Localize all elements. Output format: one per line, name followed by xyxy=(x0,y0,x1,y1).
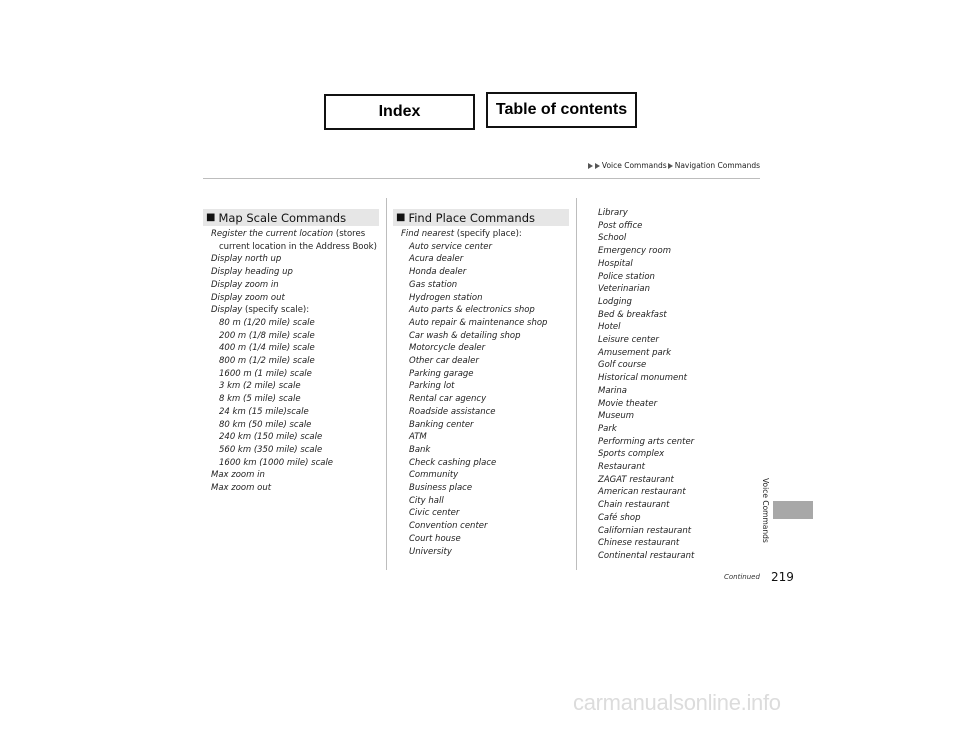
list-item: Parking lot xyxy=(409,381,455,392)
list-item: Auto service center xyxy=(409,241,492,252)
list-item: Car wash & detailing shop xyxy=(409,330,521,341)
list-item: Hotel xyxy=(598,322,621,333)
list-item: current location in the Address Book) xyxy=(219,241,377,252)
list-item: Leisure center xyxy=(598,335,659,346)
list-item: 8 km (5 mile) scale xyxy=(219,394,301,405)
list-item: American restaurant xyxy=(598,487,686,498)
list-item: Business place xyxy=(409,483,473,494)
list-item: Banking center xyxy=(409,419,474,430)
header-divider xyxy=(203,178,760,179)
find-place-list xyxy=(401,228,547,558)
list-item: Sports complex xyxy=(598,449,665,460)
list-item: Library xyxy=(598,208,628,218)
list-item: Roadside assistance xyxy=(409,406,496,417)
list-item: Parking garage xyxy=(409,368,474,379)
list-item: 200 m (1/8 mile) scale xyxy=(219,330,315,341)
list-item: Display zoom in xyxy=(211,279,279,290)
breadcrumb-arrow-icon xyxy=(668,163,673,169)
list-item: 80 m (1/20 mile) scale xyxy=(219,317,315,328)
list-item: Max zoom out xyxy=(211,483,272,494)
find-place-heading-text: Find Place Commands xyxy=(408,210,535,225)
more-places-list xyxy=(598,207,694,563)
list-item: ATM xyxy=(409,432,427,443)
list-item: 3 km (2 mile) scale xyxy=(219,381,301,392)
list-item: Amusement park xyxy=(598,347,672,358)
list-item: 1600 m (1 mile) scale xyxy=(219,368,312,379)
list-item: University xyxy=(409,546,452,557)
list-item: 1600 km (1000 mile) scale xyxy=(219,457,334,468)
page-number: 219 xyxy=(771,570,794,584)
list-item: Bed & breakfast xyxy=(598,309,667,320)
list-item: Display zoom out xyxy=(211,292,285,303)
list-item: Acura dealer xyxy=(409,254,464,265)
list-item: Honda dealer xyxy=(409,267,467,278)
list-item: Display north up xyxy=(211,254,282,265)
list-item: 800 m (1/2 mile) scale xyxy=(219,356,315,367)
list-item: 240 km (150 mile) scale xyxy=(219,432,323,443)
breadcrumb-arrow-icon xyxy=(595,163,600,169)
map-scale-heading xyxy=(203,209,379,226)
breadcrumb-subsection: Navigation Commands xyxy=(674,161,760,170)
square-bullet-icon: ■ xyxy=(206,212,216,223)
list-item: Post office xyxy=(598,220,643,231)
list-item: Chinese restaurant xyxy=(598,538,680,549)
list-item: Other car dealer xyxy=(409,356,479,367)
breadcrumb xyxy=(588,161,760,170)
list-item: Display (specify scale): xyxy=(211,305,310,316)
list-item: Convention center xyxy=(409,521,488,532)
breadcrumb-arrow-icon xyxy=(588,163,593,169)
column-divider xyxy=(576,198,577,570)
list-item: Police station xyxy=(598,271,655,282)
list-item: 80 km (50 mile) scale xyxy=(219,419,312,430)
list-item: Max zoom in xyxy=(211,470,265,481)
map-scale-list xyxy=(211,228,377,495)
list-item: 400 m (1/4 mile) scale xyxy=(219,343,315,354)
list-item: Veterinarian xyxy=(598,284,651,295)
list-item: 24 km (15 mile)scale xyxy=(219,406,309,417)
list-item: ZAGAT restaurant xyxy=(598,474,674,485)
list-item: Continental restaurant xyxy=(598,550,695,561)
list-item: Register the current location (stores xyxy=(211,229,366,239)
side-tab-marker[interactable] xyxy=(773,501,813,519)
list-item: Hydrogen station xyxy=(409,292,483,303)
list-item: Community xyxy=(409,470,459,481)
list-item: Auto parts & electronics shop xyxy=(409,305,535,316)
list-item: Hospital xyxy=(598,258,633,269)
list-item: Motorcycle dealer xyxy=(409,343,486,354)
list-item: Performing arts center xyxy=(598,436,695,447)
square-bullet-icon: ■ xyxy=(396,212,406,223)
list-item: Civic center xyxy=(409,508,460,519)
side-tab-label: Voice Commands xyxy=(761,478,770,543)
breadcrumb-section[interactable]: Voice Commands xyxy=(601,161,667,170)
find-place-heading xyxy=(393,209,569,226)
list-item: Gas station xyxy=(409,279,458,290)
list-item: Auto repair & maintenance shop xyxy=(409,317,548,328)
list-item: Café shop xyxy=(598,512,641,523)
list-item: Museum xyxy=(598,411,635,422)
list-item: Check cashing place xyxy=(409,457,497,468)
list-item: Rental car agency xyxy=(409,394,487,405)
list-item: Display heading up xyxy=(211,267,293,278)
list-item: Court house xyxy=(409,533,461,544)
list-item: Chain restaurant xyxy=(598,500,670,511)
list-item: Marina xyxy=(598,385,627,396)
map-scale-heading-text: Map Scale Commands xyxy=(218,210,347,225)
list-item: Park xyxy=(598,423,617,434)
column-divider xyxy=(386,198,387,570)
list-item: 560 km (350 mile) scale xyxy=(219,444,323,455)
list-item: Emergency room xyxy=(598,246,671,257)
continued-label: Continued xyxy=(724,573,760,581)
list-item: Bank xyxy=(409,444,431,455)
list-item: City hall xyxy=(409,495,444,506)
list-item: Lodging xyxy=(598,296,632,307)
watermark-logo: carmanualsonline.info xyxy=(573,690,781,715)
list-item: Golf course xyxy=(598,360,647,371)
table-of-contents-button[interactable]: Table of contents xyxy=(486,92,637,128)
list-item: Find nearest (specify place): xyxy=(401,229,522,239)
list-item: Restaurant xyxy=(598,462,645,473)
index-button[interactable]: Index xyxy=(324,94,475,130)
list-item: Historical monument xyxy=(598,373,688,384)
list-item: Movie theater xyxy=(598,398,658,409)
list-item: Californian restaurant xyxy=(598,525,692,536)
list-item: School xyxy=(598,233,627,244)
